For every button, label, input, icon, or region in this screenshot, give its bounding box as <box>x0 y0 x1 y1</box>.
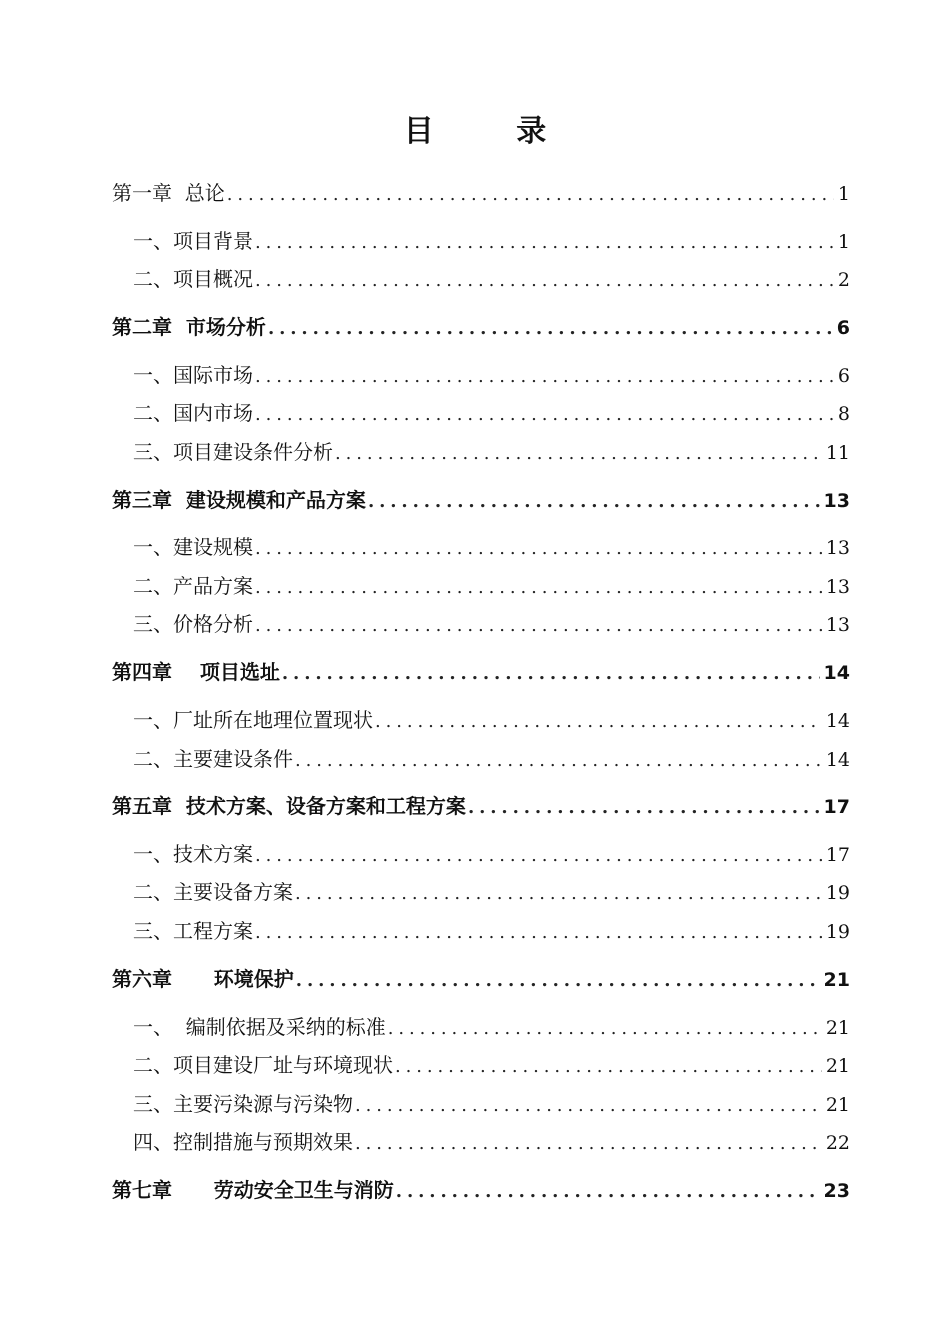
toc-entry-text: 二、项目概况 <box>133 267 253 291</box>
toc-entry-text: 第六章 环境保护 <box>112 967 294 991</box>
toc-entry-text: 一、建设规模 <box>133 535 253 559</box>
toc-page-number: 23 <box>823 1180 850 1202</box>
toc-section-4-2[interactable] <box>133 745 850 773</box>
toc-chapter-2[interactable] <box>112 313 850 341</box>
toc-chapter-6[interactable] <box>112 965 850 993</box>
toc-chapter-4[interactable] <box>112 658 850 686</box>
toc-page-number: 13 <box>825 576 850 598</box>
toc-entry-text: 二、产品方案 <box>133 574 253 598</box>
toc-entry-text: 第三章 建设规模和产品方案 <box>112 488 366 512</box>
toc-page-number: 14 <box>823 662 850 684</box>
toc-section-5-3[interactable] <box>133 917 850 945</box>
dot-leader <box>255 401 834 429</box>
toc-section-2-1[interactable] <box>133 361 850 389</box>
dot-leader <box>395 1053 822 1081</box>
toc-section-1-1[interactable] <box>133 227 850 255</box>
dot-leader <box>282 660 820 688</box>
dot-leader <box>295 880 822 908</box>
page-title: 目 录 <box>403 114 583 149</box>
dot-leader <box>227 181 834 209</box>
toc-section-6-1[interactable] <box>133 1013 850 1041</box>
toc-entry-text: 二、国内市场 <box>133 401 253 425</box>
toc-page-number: 21 <box>823 969 850 991</box>
toc-page-number: 19 <box>825 882 850 904</box>
toc-page-number: 13 <box>825 614 850 636</box>
toc-page-number: 19 <box>825 921 850 943</box>
toc-chapter-1[interactable] <box>112 179 850 207</box>
toc-entry-text: 第七章 劳动安全卫生与消防 <box>112 1178 394 1202</box>
toc-page-number: 6 <box>836 317 850 339</box>
toc-chapter-7[interactable] <box>112 1176 850 1204</box>
toc-page-number: 17 <box>823 796 850 818</box>
dot-leader <box>375 708 822 736</box>
toc-entry-text: 二、主要建设条件 <box>133 747 293 771</box>
toc-section-5-2[interactable] <box>133 878 850 906</box>
toc-page-number: 11 <box>825 442 850 464</box>
dot-leader <box>255 229 834 257</box>
dot-leader <box>468 794 820 822</box>
toc-section-3-3[interactable] <box>133 610 850 638</box>
toc-entry-text: 二、主要设备方案 <box>133 880 293 904</box>
dot-leader <box>388 1015 822 1043</box>
dot-leader <box>255 574 822 602</box>
toc-entry-text: 第一章 总论 <box>112 181 225 205</box>
toc-entry-text: 一、项目背景 <box>133 229 253 253</box>
toc-page-number: 22 <box>825 1132 850 1154</box>
toc-chapter-3[interactable] <box>112 486 850 514</box>
dot-leader <box>268 315 833 343</box>
toc-chapter-5[interactable] <box>112 792 850 820</box>
toc-page-number: 21 <box>825 1017 850 1039</box>
toc-page-number: 2 <box>837 269 850 291</box>
toc-entry-text: 一、技术方案 <box>133 842 253 866</box>
dot-leader <box>295 747 822 775</box>
toc-entry-text: 三、工程方案 <box>133 919 253 943</box>
toc-page-number: 21 <box>825 1094 850 1116</box>
toc-page-number: 13 <box>823 490 850 512</box>
dot-leader <box>368 488 820 516</box>
toc-entry-text: 第四章 项目选址 <box>112 660 280 684</box>
toc-section-1-2[interactable] <box>133 265 850 293</box>
toc-entry-text: 二、项目建设厂址与环境现状 <box>133 1053 393 1077</box>
toc-section-6-4[interactable] <box>133 1128 850 1156</box>
toc-entry-text: 一、厂址所在地理位置现状 <box>133 708 373 732</box>
dot-leader <box>296 967 820 995</box>
toc-section-6-2[interactable] <box>133 1051 850 1079</box>
toc-entry-text: 三、价格分析 <box>133 612 253 636</box>
toc-section-4-1[interactable] <box>133 706 850 734</box>
dot-leader <box>255 842 822 870</box>
toc-page-number: 6 <box>837 365 850 387</box>
toc-section-2-2[interactable] <box>133 399 850 427</box>
dot-leader <box>255 919 822 947</box>
toc-page-number: 13 <box>825 537 850 559</box>
toc-page-number: 21 <box>825 1055 850 1077</box>
dot-leader <box>355 1130 822 1158</box>
toc-entry-text: 三、主要污染源与污染物 <box>133 1092 353 1116</box>
toc-section-3-2[interactable] <box>133 572 850 600</box>
dot-leader <box>335 440 822 468</box>
dot-leader <box>255 267 834 295</box>
toc-entry-text: 一、 编制依据及采纳的标准 <box>133 1015 386 1039</box>
toc-page-number: 14 <box>825 710 850 732</box>
toc-entry-text: 四、控制措施与预期效果 <box>133 1130 353 1154</box>
toc-page-number: 14 <box>825 749 850 771</box>
toc-entry-text: 一、国际市场 <box>133 363 253 387</box>
dot-leader <box>355 1092 822 1120</box>
toc-section-6-3[interactable] <box>133 1090 850 1118</box>
toc-entry-text: 第二章 市场分析 <box>112 315 266 339</box>
dot-leader <box>396 1178 820 1206</box>
toc-page-number: 8 <box>837 403 850 425</box>
toc-section-3-1[interactable] <box>133 533 850 561</box>
toc-page-number: 17 <box>825 844 850 866</box>
toc-entry-text: 第五章 技术方案、设备方案和工程方案 <box>112 794 466 818</box>
dot-leader <box>255 535 822 563</box>
dot-leader <box>255 363 834 391</box>
toc-page-number: 1 <box>837 231 850 253</box>
toc-page-number: 1 <box>837 183 850 205</box>
toc-section-2-3[interactable] <box>133 438 850 466</box>
toc-section-5-1[interactable] <box>133 840 850 868</box>
dot-leader <box>255 612 822 640</box>
toc-entry-text: 三、项目建设条件分析 <box>133 440 333 464</box>
